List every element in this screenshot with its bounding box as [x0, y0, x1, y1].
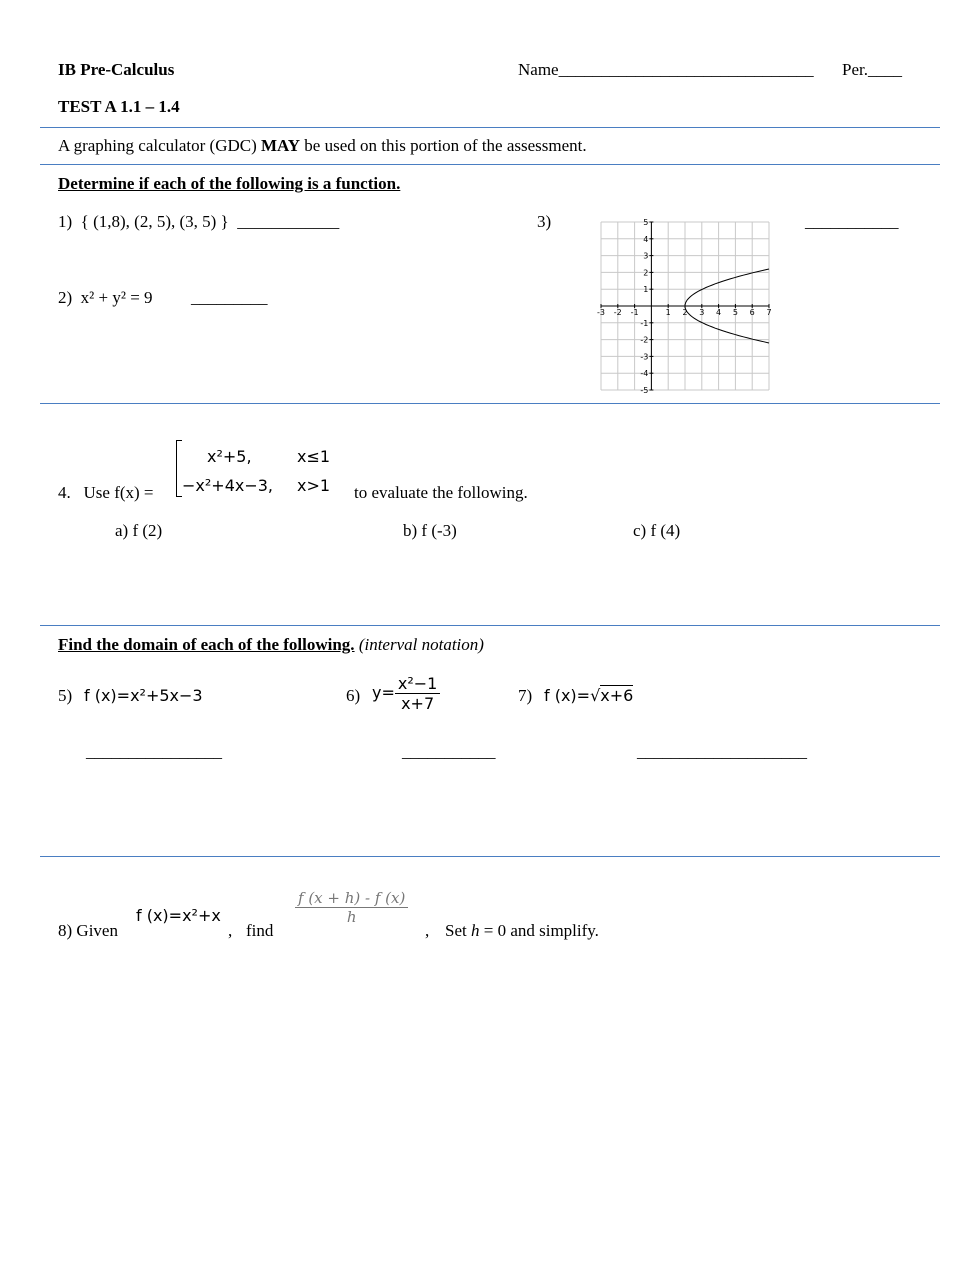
- name-field[interactable]: Name______________________________: [518, 60, 814, 79]
- section2-note: (interval notation): [358, 635, 484, 654]
- section1-heading: Determine if each of the following is a function.: [58, 174, 401, 193]
- question-8-function: f (x)=x²+x: [136, 906, 221, 925]
- course-title: IB Pre-Calculus: [58, 60, 175, 79]
- question-4-instruction: to evaluate the following.: [354, 483, 528, 502]
- y-tick-label: -5: [640, 386, 649, 395]
- question-8-comma: ,: [228, 921, 233, 940]
- x-tick-label: 1: [665, 308, 671, 317]
- question-2-text: x² + y² = 9: [80, 288, 153, 307]
- calculator-note-after: be used on this portion of the assessment.: [300, 136, 587, 155]
- question-4: [58, 483, 154, 503]
- question-7-radicand: x+6: [600, 686, 634, 705]
- question-7-lhs: f (x)=: [544, 686, 591, 705]
- x-tick-label: 6: [749, 308, 755, 317]
- question-6-expr: [372, 674, 440, 713]
- section2-heading-line: [58, 635, 484, 655]
- question-1-text: { (1,8), (2, 5), (3, 5) }: [80, 212, 229, 231]
- question-5-answer-blank[interactable]: ________________: [86, 742, 222, 761]
- question-4-intro: Use f(x) =: [83, 483, 154, 502]
- question-2: [58, 288, 153, 308]
- piecewise-case1-expr: x²+5,: [207, 447, 252, 466]
- x-tick-label: 3: [699, 308, 705, 317]
- question-7-expr: [544, 686, 633, 705]
- y-tick-label: 2: [643, 268, 649, 278]
- y-tick-label: 5: [643, 218, 649, 227]
- question-6-denominator: x+7: [395, 693, 440, 713]
- y-tick-label: 4: [643, 234, 649, 244]
- difference-quotient: [295, 889, 408, 926]
- x-tick-label: -3: [597, 308, 605, 317]
- question-8-label: 8) Given: [58, 921, 118, 940]
- question-6-answer-blank[interactable]: ___________: [402, 742, 496, 761]
- question-1: [58, 212, 339, 232]
- x-tick-label: 4: [716, 308, 722, 317]
- parabola-graph: [590, 214, 780, 398]
- question-5-label: 5): [58, 686, 73, 705]
- divider: [40, 856, 940, 857]
- question-1-label: 1): [58, 212, 73, 231]
- piecewise-case1-condition: x≤1: [297, 447, 331, 466]
- divider: [40, 164, 940, 165]
- question-7-label: 7): [518, 686, 533, 705]
- question-4c: c) f (4): [633, 521, 681, 540]
- question-5-expr: f (x)=x²+5x−3: [84, 686, 203, 705]
- x-tick-label: 5: [732, 308, 738, 317]
- y-tick-label: -4: [640, 369, 649, 379]
- question-4-label: 4.: [58, 483, 71, 502]
- section2-heading: Find the domain of each of the following.: [58, 635, 355, 654]
- question-4a: a) f (2): [115, 521, 163, 540]
- y-tick-label: -1: [640, 318, 649, 328]
- sqrt-icon: √: [590, 686, 601, 705]
- y-tick-label: -3: [640, 352, 649, 362]
- calculator-note-before: A graphing calculator (GDC): [58, 136, 261, 155]
- question-8-set-pre: Set: [445, 921, 471, 940]
- y-tick-label: 1: [643, 285, 649, 295]
- divider: [40, 625, 940, 626]
- question-4b: b) f (-3): [403, 521, 457, 540]
- x-tick-label: 2: [682, 308, 688, 317]
- x-tick-label: -2: [613, 308, 622, 317]
- question-6-label: 6): [346, 686, 361, 705]
- question-2-answer-blank[interactable]: _________: [191, 288, 268, 307]
- calculator-note-emphasis: MAY: [261, 136, 301, 155]
- y-tick-label: 3: [643, 251, 649, 261]
- x-tick-label: 7: [766, 308, 772, 317]
- period-field[interactable]: Per.____: [842, 60, 902, 79]
- divider: [40, 403, 940, 404]
- question-6-numerator: x²−1: [397, 674, 438, 693]
- divider: [40, 127, 940, 128]
- question-8-set-var: h: [470, 921, 480, 940]
- test-title: TEST A 1.1 – 1.4: [58, 97, 180, 116]
- difference-quotient-numerator: f (x + h) - f (x): [298, 889, 406, 907]
- question-2-label: 2): [58, 288, 73, 307]
- question-8-comma2: ,: [425, 921, 430, 940]
- question-8-find: find: [246, 921, 274, 940]
- question-3-answer-blank[interactable]: ___________: [805, 212, 899, 231]
- calculator-note: [58, 136, 587, 156]
- question-1-answer-blank[interactable]: ____________: [237, 212, 340, 231]
- difference-quotient-denominator: h: [295, 907, 408, 926]
- question-3-label: 3): [537, 212, 552, 231]
- question-7-answer-blank[interactable]: ____________________: [637, 742, 807, 761]
- question-8-instruction: [445, 921, 599, 941]
- piecewise-case2-condition: x>1: [297, 476, 331, 495]
- x-tick-label: -1: [630, 308, 639, 317]
- question-8-set-post: = 0 and simplify.: [479, 921, 599, 940]
- question-6-lhs: y=: [372, 683, 395, 702]
- y-tick-label: -2: [640, 335, 649, 345]
- piecewise-case2-expr: −x²+4x−3,: [182, 476, 274, 495]
